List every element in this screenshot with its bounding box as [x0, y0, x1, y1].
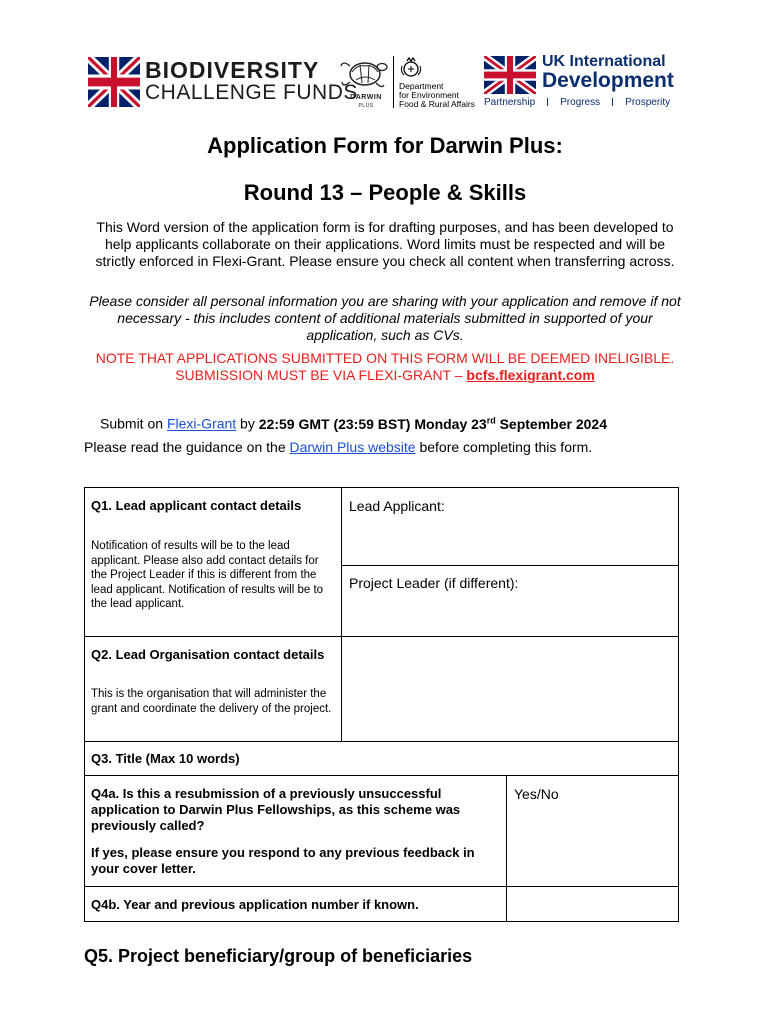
page-subtitle: Round 13 – People & Skills	[243, 180, 527, 205]
flexi-grant-link[interactable]: Flexi-Grant	[166, 415, 237, 432]
privacy-note: Please consider all personal information you are sharing with your application and remove if not necessary - this includes content of additional materials submitted in supported of your application, such as CVs.	[89, 293, 681, 343]
ineligible-warning	[88, 350, 682, 384]
q3-heading: Q3. Title (Max 10 words)	[91, 751, 240, 766]
deadline-a: 22:59 GMT (23:59 BST) Monday 23	[258, 415, 487, 432]
q4b-question-cell	[84, 886, 507, 922]
warning-text: NOTE THAT APPLICATIONS SUBMITTED ON THIS FORM WILL BE DEEMED INELIGIBLE. SUBMISSION MUST BE VIA FLEXI-GRANT –	[95, 350, 675, 383]
q4a-heading: Q4a. Is this a resubmission of a previously unsuccessful application to Darwin Plus Fellowships, as this scheme was previously called?	[91, 786, 461, 833]
deadline-sup: rd	[486, 415, 496, 425]
lead-applicant-label: Lead Applicant:	[349, 498, 445, 514]
biodiversity-logo-text	[145, 58, 358, 104]
biodiversity-line2: CHALLENGE FUNDS	[145, 81, 358, 104]
q4a-answer-field[interactable]	[506, 775, 679, 887]
royal-crest-icon	[399, 56, 423, 80]
q2-description: This is the organisation that will administer the grant and coordinate the delivery of the project.	[91, 688, 332, 715]
darwin-plus-label	[346, 94, 386, 110]
lead-applicant-field[interactable]	[341, 487, 679, 566]
q1-description: Notification of results will be to the lead applicant. Please also add contact details for the Project Leader if this is different from the lead applicant. Notification of results will be to the lead applicant.	[91, 540, 324, 610]
q4b-answer-field[interactable]	[506, 886, 679, 922]
submit-deadline	[100, 415, 607, 432]
ukid-tag-partnership: Partnership	[484, 97, 536, 108]
header-logos	[88, 52, 688, 112]
biodiversity-line1: BIODIVERSITY	[145, 57, 320, 83]
project-leader-label: Project Leader (if different):	[349, 575, 519, 591]
ukid-logo-text	[542, 53, 674, 92]
deadline-b: September 2024	[495, 415, 607, 432]
ukid-flag-icon	[484, 56, 536, 94]
darwin-label: DARWIN	[350, 94, 382, 101]
q4a-question-cell	[84, 775, 507, 887]
q1-heading: Q1. Lead applicant contact details	[91, 498, 302, 513]
defra-line1: Department	[399, 81, 444, 91]
guidance-suffix: before completing this form.	[415, 439, 593, 455]
defra-line2: for Environment	[399, 90, 459, 100]
yes-no-label: Yes/No	[514, 786, 559, 802]
intro-paragraph: This Word version of the application form is for drafting purposes, and has been developed to help applicants collaborate on their applications. Word limits must be respected and will be strictly enforced in Flexi-Grant. Please ensure you check all content when transferring across.	[95, 219, 675, 269]
q4b-heading: Q4b. Year and previous application number if known.	[91, 897, 419, 912]
ukid-line2: Development	[542, 69, 674, 92]
q3-title-field[interactable]	[84, 741, 679, 776]
turtle-logo-icon	[338, 52, 390, 96]
darwin-sub-label: PLUS	[358, 103, 374, 109]
submit-prefix: Submit on	[100, 415, 167, 432]
q2-heading: Q2. Lead Organisation contact details	[91, 647, 325, 662]
ukid-line1: UK International	[542, 53, 666, 70]
q2-question-cell	[84, 636, 342, 742]
defra-logo-text	[399, 82, 475, 109]
project-leader-field[interactable]	[341, 565, 679, 637]
submit-middle: by	[236, 415, 259, 432]
ukid-tag-progress: Progress	[560, 97, 601, 108]
q1-question-cell	[84, 487, 342, 637]
guidance-line	[84, 439, 592, 455]
defra-line3: Food & Rural Affairs	[399, 99, 475, 109]
q4a-note: If yes, please ensure you respond to any previous feedback in your cover letter.	[91, 845, 475, 876]
page-title: Application Form for Darwin Plus:	[207, 133, 563, 158]
ukid-tag-prosperity: Prosperity	[625, 97, 671, 108]
lead-organisation-field[interactable]	[341, 636, 679, 742]
defra-divider	[393, 56, 394, 108]
ukid-tagline	[484, 97, 670, 108]
guidance-prefix: Please read the guidance on the	[84, 439, 290, 455]
flexigrant-url-link[interactable]: bcfs.flexigrant.com	[466, 367, 595, 383]
q5-heading: Q5. Project beneficiary/group of beneficiaries	[84, 946, 473, 966]
darwin-plus-website-link[interactable]: Darwin Plus website	[289, 439, 416, 455]
union-flag-icon	[88, 57, 140, 107]
